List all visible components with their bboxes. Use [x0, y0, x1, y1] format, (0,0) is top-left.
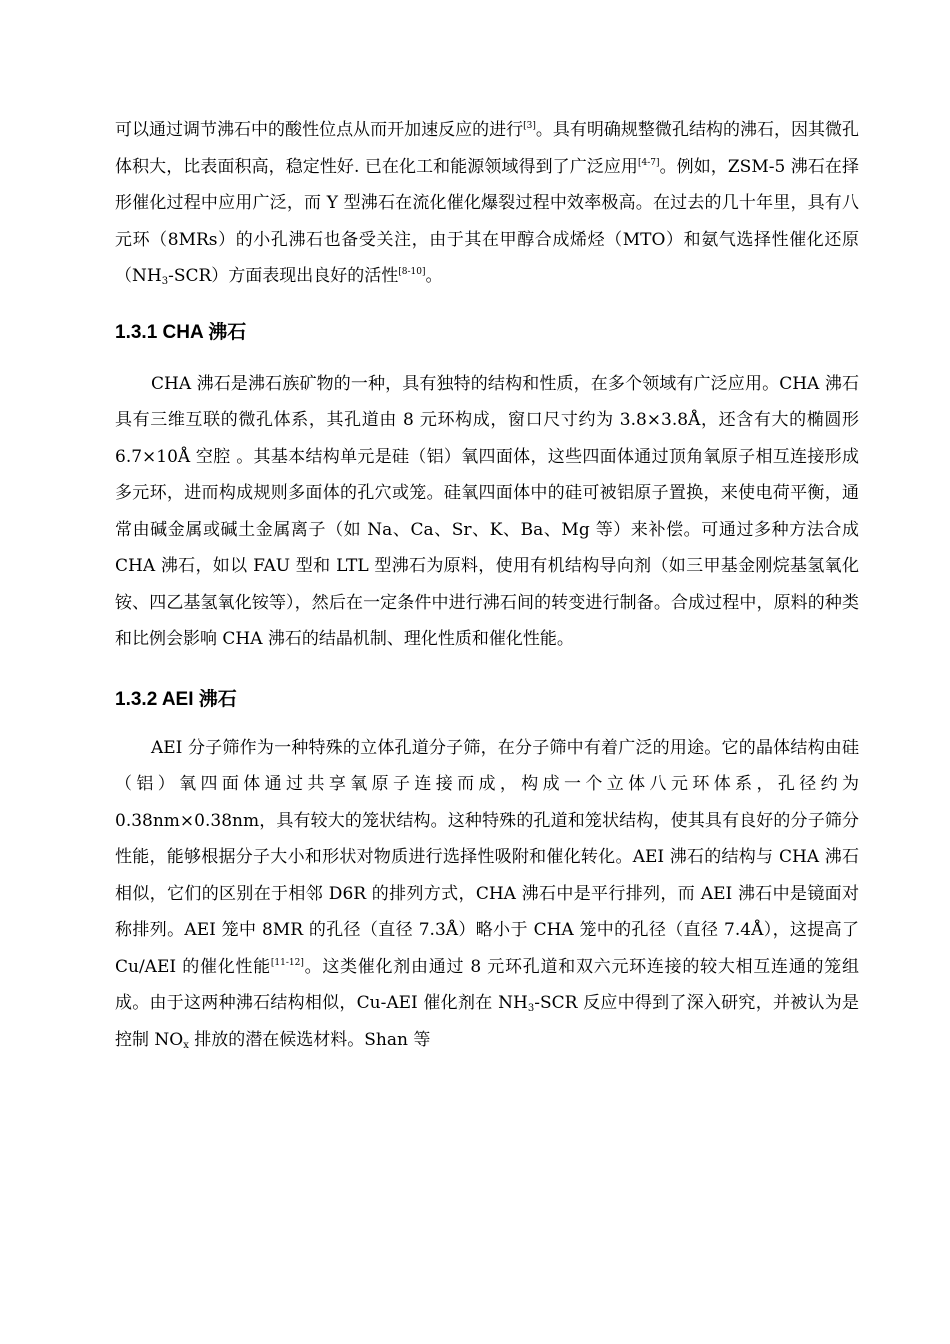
citation-8-10: [8-10]	[398, 267, 426, 277]
citation-3: [3]	[523, 121, 536, 131]
intro-paragraph	[115, 112, 859, 295]
intro-text-4: -SCR）方面表现出良好的活性	[168, 266, 399, 286]
cha-paragraph: CHA 沸石是沸石族矿物的一种，具有独特的结构和性质，在多个领域有广泛应用。CHA 沸石具有三维互联的微孔体系，其孔道由 8 元环构成，窗口尺寸约为 3.8×3.8Å，还含有大的椭圆形 6.7×10Å 空腔 。其基本结构单元是硅（铝）氧四面体，这些四面体通过顶角氧原子相互连接形成多元环，进而构成规则多面体的孔穴或笼。硅氧四面体中的硅可被铝原子置换，来使电荷平衡，通常由碱金属或碱土金属离子（如 Na、Ca、Sr、K、Ba、Mg 等）来补偿。可通过多种方法合成 CHA 沸石，如以 FAU 型和 LTL 型沸石为原料，使用有机结构导向剂（如三甲基金刚烷基氢氧化铵、四乙基氢氧化铵等），然后在一定条件中进行沸石间的转变进行制备。合成过程中，原料的种类和比例会影响 CHA 沸石的结晶机制、理化性质和催化性能。	[115, 373, 859, 649]
aei-text-1: AEI 分子筛作为一种特殊的立体孔道分子筛，在分子筛中有着广泛的用途。它的晶体结构由硅（铝）氧四面体通过共享氧原子连接而成，构成一个立体八元环体系，孔径约为 0.38nm×0.38nm，具有较大的笼状结构。这种特殊的孔道和笼状结构，使其具有良好的分子筛分性能，能够根据分子大小和形状对物质进行选择性吸附和催化转化。AEI 沸石的结构与 CHA 沸石相似，它们的区别在于相邻 D6R 的排列方式，CHA 沸石中是平行排列，而 AEI 沸石中是镜面对称排列。AEI 笼中 8MR 的孔径（直径 7.3Å）略小于 CHA 笼中的孔径（直径 7.4Å），这提高了 Cu/AEI 的催化性能	[115, 737, 859, 977]
aei-paragraph	[115, 730, 859, 1059]
aei-text-2: 。这类催化剂由通过 8 元环孔道和双六元环连接的较大相互连通的笼组成。由于这两种沸石结构相似，Cu-AEI 催化剂在 NH	[115, 956, 859, 1013]
section-heading-aei: 1.3.2 AEI 沸石	[115, 688, 237, 710]
document-page	[115, 112, 859, 1058]
section-heading-cha: 1.3.1 CHA 沸石	[115, 321, 247, 343]
intro-text-5: 。	[425, 266, 443, 286]
nox-subscript: x	[183, 1039, 189, 1051]
citation-11-12: [11-12]	[270, 957, 304, 968]
intro-text-1: 可以通过调节沸石中的酸性位点从而开加速反应的进行	[115, 120, 524, 140]
intro-text-3: 。例如，ZSM-5 沸石在择形催化过程中应用广泛，而 Y 型沸石在流化催化爆裂过程中效率极高。在过去的几十年里，具有八元环（8MRs）的小孔沸石也备受关注，由于其在甲醇合成烯烃（MTO）和氨气选择性催化还原（NH	[115, 156, 859, 286]
aei-text-3: -SCR 反应中得到了深入研究，并被认为是控制 NO	[115, 993, 859, 1050]
nh3-subscript: 3	[161, 276, 169, 287]
aei-text-4: 排放的潜在候选材料。Shan 等	[188, 1029, 431, 1050]
citation-4-7: [4-7]	[638, 157, 660, 168]
nh3-subscript: 3	[527, 1003, 535, 1014]
intro-text-2: 。具有明确规整微孔结构的沸石，因其微孔体积大，比表面积高，稳定性好. 已在化工和能源领域得到了广泛应用	[115, 120, 860, 177]
